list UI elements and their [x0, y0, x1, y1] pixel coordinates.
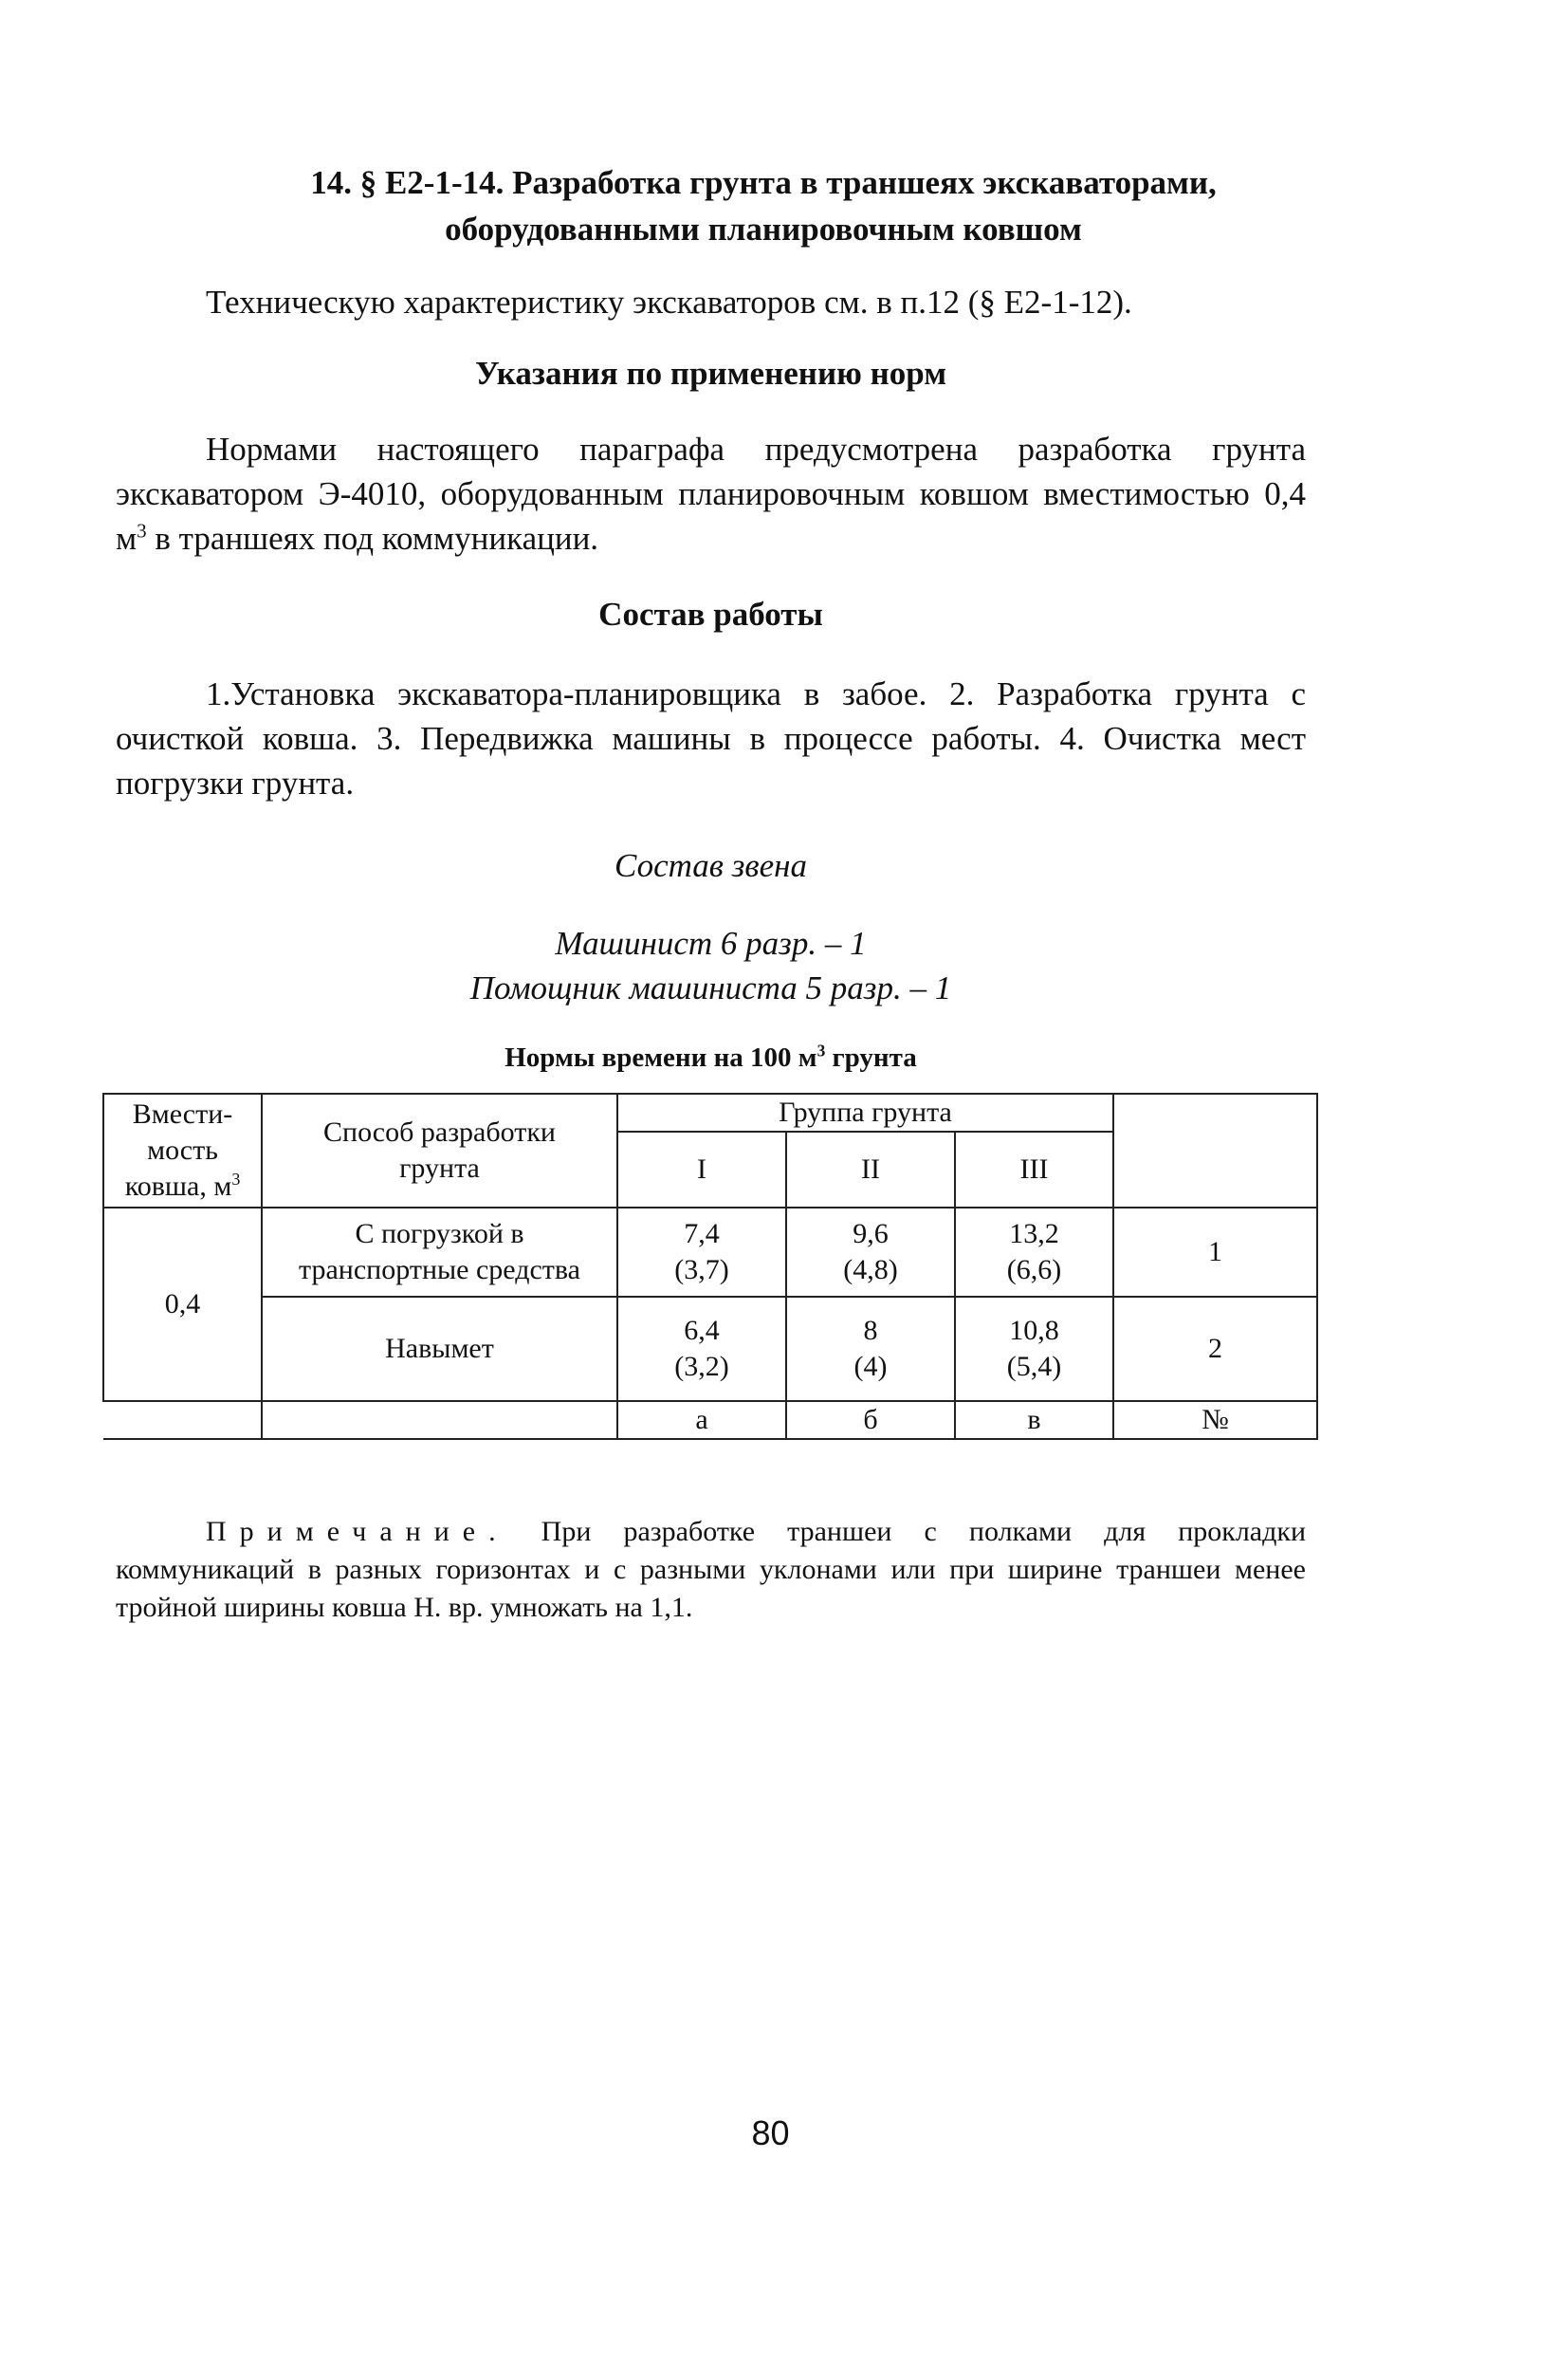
norm-alt-value: (6,6)	[1006, 1254, 1062, 1285]
method-header-line-1: Способ разработки	[323, 1116, 556, 1148]
capacity-header-line-2: мость	[147, 1135, 218, 1166]
row-number: 1	[1113, 1208, 1317, 1297]
table-letter-row	[103, 1401, 1317, 1439]
group-header-3: III	[955, 1132, 1113, 1208]
norm-value: 9,6	[853, 1218, 889, 1249]
capacity-header-line-3: ковша, м	[124, 1171, 232, 1202]
method-line-1: С погрузкой в	[355, 1218, 524, 1249]
section-title-line-2: оборудованными планировочным ковшом	[445, 211, 1082, 248]
norm-alt-value: (4,8)	[843, 1254, 898, 1285]
row-number: 2	[1113, 1297, 1317, 1401]
guidelines-paragraph	[116, 427, 1306, 561]
guidelines-text-end: в траншеях под коммуникации.	[146, 520, 599, 557]
norm-value: 7,4	[684, 1218, 720, 1249]
norm-value: 13,2	[1009, 1218, 1059, 1249]
empty-cell	[262, 1401, 617, 1439]
norm-value: 8	[863, 1315, 878, 1346]
method-line-2: транспортные средства	[299, 1254, 580, 1285]
table-caption	[116, 1042, 1306, 1074]
number-label: №	[1113, 1401, 1317, 1439]
norm-alt-value: (4)	[853, 1351, 888, 1382]
group-header-2: II	[786, 1132, 955, 1208]
norm-alt-value: (3,7)	[674, 1254, 729, 1285]
empty-cell	[103, 1401, 262, 1439]
norm-value: 10,8	[1009, 1315, 1059, 1346]
section-title	[171, 159, 1356, 252]
norms-table	[102, 1093, 1318, 1440]
capacity-header-line-1: Вмести-	[132, 1098, 233, 1130]
table-row	[103, 1208, 1317, 1297]
table-caption-text-end: грунта	[825, 1042, 917, 1073]
note-label: Примечание.	[206, 1516, 509, 1547]
table-row	[103, 1297, 1317, 1401]
value-cell	[617, 1297, 786, 1401]
group-header-1: I	[617, 1132, 786, 1208]
value-cell	[786, 1208, 955, 1297]
method-header-line-2: грунта	[399, 1153, 480, 1184]
note-paragraph	[116, 1513, 1306, 1627]
number-header	[1113, 1094, 1317, 1208]
column-letter: в	[955, 1401, 1113, 1439]
table-caption-text: Нормы времени на 100 м	[504, 1042, 817, 1073]
crew-member-1: Машинист 6 разр. – 1	[555, 925, 867, 962]
crew-member-2: Помощник машиниста 5 разр. – 1	[469, 969, 952, 1006]
intro-paragraph: Техническую характеристику экскаваторов см. в п.12 (§ Е2-1-12).	[206, 284, 1132, 321]
capacity-header	[103, 1094, 262, 1208]
value-cell	[786, 1297, 955, 1401]
note-text: При разработке траншеи с полками для прокладки коммуникаций в разных горизонтах и с разными уклонами или при ширине траншеи менее тройной ширины ковша Н. вр. умножать на 1,1.	[116, 1516, 1306, 1623]
capacity-header-sup: 3	[231, 1170, 241, 1189]
page-number: 80	[751, 2113, 790, 2152]
crew-heading: Состав звена	[614, 847, 807, 884]
guidelines-sup: 3	[137, 519, 147, 543]
value-cell	[617, 1208, 786, 1297]
method-cell	[262, 1208, 617, 1297]
column-letter: а	[617, 1401, 786, 1439]
value-cell	[955, 1208, 1113, 1297]
section-title-line-1: 14. § Е2-1-14. Разработка грунта в траншеях экскаваторами,	[310, 164, 1217, 201]
norm-alt-value: (3,2)	[674, 1351, 729, 1382]
guidelines-text: Нормами настоящего параграфа предусмотрена разработка грунта экскаватором Э-4010, оборудованным планировочным ковшом вместимостью 0,4 м	[116, 431, 1306, 557]
capacity-value: 0,4	[103, 1208, 262, 1401]
work-paragraph: 1.Установка экскаватора-планировщика в забое. 2. Разработка грунта с очисткой ковша. 3. Передвижка машины в процессе работы. 4. Очистка мест погрузки грунта.	[116, 675, 1306, 802]
norm-value: 6,4	[684, 1315, 720, 1346]
value-cell	[955, 1297, 1113, 1401]
method-header	[262, 1094, 617, 1208]
norm-alt-value: (5,4)	[1006, 1351, 1062, 1382]
table-caption-sup: 3	[816, 1041, 826, 1061]
soil-group-header: Группа грунта	[617, 1094, 1113, 1132]
method-cell: Навымет	[262, 1297, 617, 1401]
table-header-row	[103, 1094, 1317, 1132]
guidelines-heading: Указания по применению норм	[474, 355, 947, 392]
work-heading: Состав работы	[598, 596, 823, 633]
column-letter: б	[786, 1401, 955, 1439]
